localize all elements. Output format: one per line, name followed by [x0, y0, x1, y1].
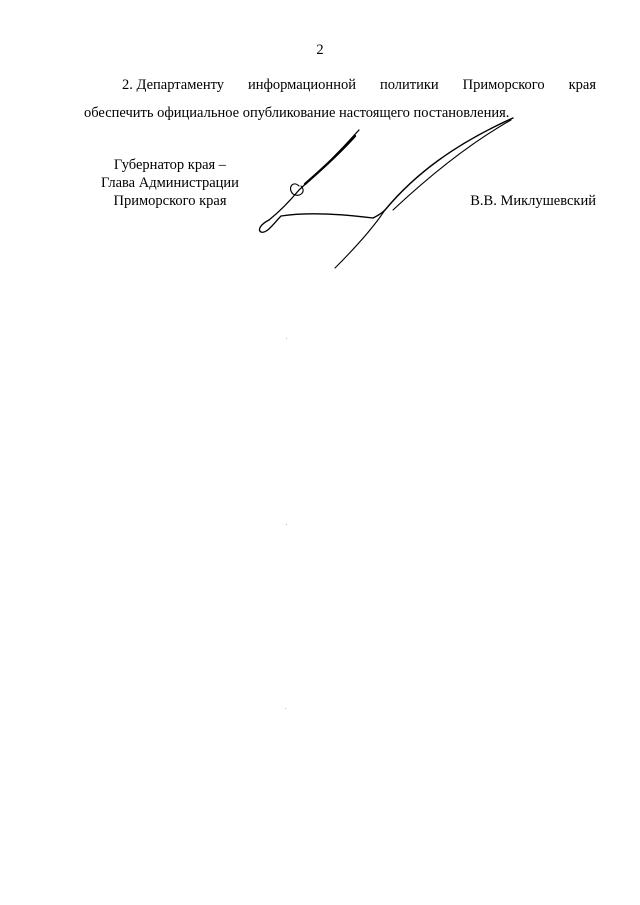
position-line: Приморского края — [113, 193, 227, 209]
scan-speck — [286, 338, 287, 339]
handwritten-signature — [255, 110, 525, 270]
paragraph-word: политики — [379, 77, 439, 93]
signatory-position — [88, 156, 252, 210]
paragraph-line-1 — [84, 74, 596, 96]
scan-speck — [285, 708, 286, 709]
position-line: Глава Администрации — [101, 175, 239, 191]
position-line: Губернатор края – — [113, 157, 227, 173]
scan-speck — [286, 524, 287, 525]
paragraph-word: информационной — [247, 77, 356, 93]
paragraph-word: Приморского — [462, 77, 545, 93]
paragraph-word: края — [568, 77, 596, 93]
page-number: 2 — [316, 42, 324, 58]
signer-name: В.В. Миклушевский — [470, 193, 596, 209]
paragraph-line-2: обеспечить официальное опубликование настоящего постановления. — [84, 105, 510, 121]
paragraph-word: 2. Департаменту — [122, 77, 224, 93]
